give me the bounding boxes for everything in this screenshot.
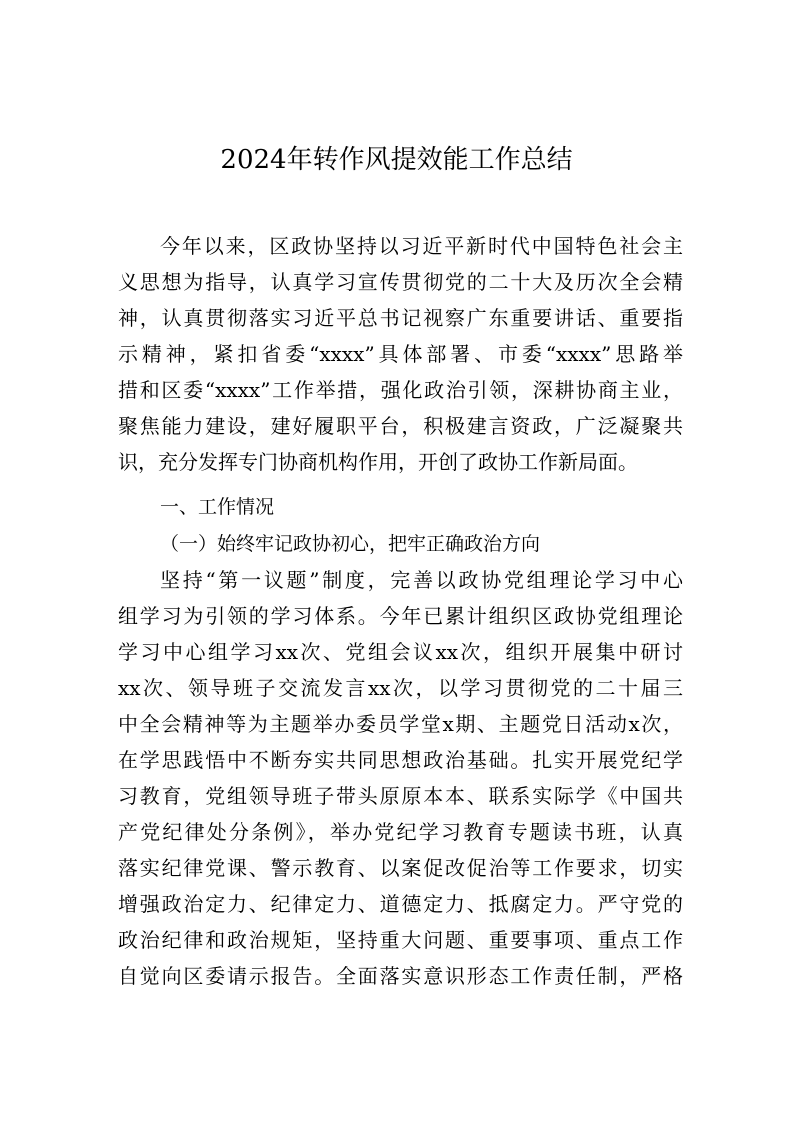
intro-paragraph	[118, 228, 683, 480]
subsection-heading: （一）始终牢记政协初心，把牢正确政治方向	[160, 533, 541, 555]
section1-paragraph	[118, 562, 683, 994]
paragraph-line: xx次、领导班子交流发言xx次，以学习贯彻党的二十届三	[118, 676, 683, 700]
paragraph-line: 中全会精神等为主题举办委员学堂x期、主题党日活动x次，	[118, 712, 683, 736]
paragraph-line: 聚焦能力建设，建好履职平台，积极建言资政，广泛凝聚共	[118, 414, 683, 438]
paragraph-line: 产党纪律处分条例》，举办党纪学习教育专题读书班，认真	[118, 820, 683, 844]
paragraph-line: 学习中心组学习xx次、党组会议xx次，组织开展集中研讨	[118, 640, 683, 664]
paragraph-line: 在学思践悟中不断夯实共同思想政治基础。扎实开展党纪学	[118, 748, 683, 772]
paragraph-line: 政治纪律和政治规矩，坚持重大问题、重要事项、重点工作	[118, 928, 683, 952]
paragraph-line: 措和区委“xxxx”工作举措，强化政治引领，深耕协商主业，	[118, 378, 683, 402]
paragraph-line: 习教育，党组领导班子带头原原本本、联系实际学《中国共	[118, 784, 683, 808]
paragraph-line: 增强政治定力、纪律定力、道德定力、抵腐定力。严守党的	[118, 892, 683, 916]
paragraph-line: 落实纪律党课、警示教育、以案促改促治等工作要求，切实	[118, 856, 683, 880]
paragraph-line: 义思想为指导，认真学习宣传贯彻党的二十大及历次全会精	[118, 270, 683, 294]
paragraph-line: 神，认真贯彻落实习近平总书记视察广东重要讲话、重要指	[118, 306, 683, 330]
paragraph-line: 今年以来，区政协坚持以习近平新时代中国特色社会主	[160, 234, 683, 258]
paragraph-line: 自觉向区委请示报告。全面落实意识形态工作责任制，严格	[118, 964, 683, 988]
paragraph-line: 识，充分发挥专门协商机构作用，开创了政协工作新局面。	[118, 450, 638, 474]
paragraph-line: 组学习为引领的学习体系。今年已累计组织区政协党组理论	[118, 604, 683, 628]
paragraph-line: 示精神，紧扣省委“xxxx”具体部署、市委“xxxx”思路举	[118, 342, 683, 366]
paragraph-line: 坚持“第一议题”制度，完善以政协党组理论学习中心	[160, 568, 683, 592]
section-heading: 一、工作情况	[160, 496, 275, 518]
document-title: 2024年转作风提效能工作总结	[220, 145, 573, 175]
